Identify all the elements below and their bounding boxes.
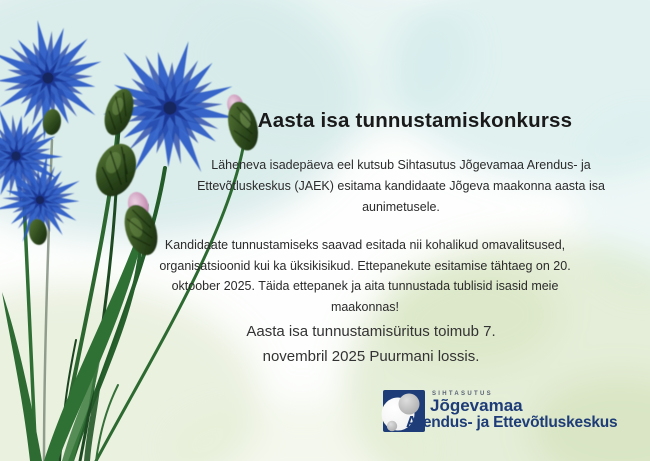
details-paragraph: [140, 235, 590, 317]
text-line: organisatsioonid kui ka üksikisikud. Ettepanekute esitamise tähtaeg on 20.: [159, 258, 571, 273]
logo-name-line2: Arendus- ja Ettevõtluskeskus: [406, 414, 618, 431]
text-line: maakonnas!: [330, 299, 400, 314]
text-line: Läheneva isadepäeva eel kutsub Sihtasutus Jõgevamaa Arendus- ja: [211, 158, 591, 172]
intro-paragraph: [181, 155, 621, 218]
text-line: oktoober 2025. Täida ettepanek ja aita tunnustada tublisid isasid meie: [171, 279, 559, 293]
text-line: novembril 2025 Puurmani lossis.: [262, 348, 480, 365]
text-line: Ettevõtluskeskus (JAEK) esitama kandidaate Jõgeva maakonna aasta isa: [197, 179, 605, 193]
text-line: Kandidaate tunnustamiseks saavad esitada nii kohalikud omavalitsused,: [164, 238, 566, 252]
event-paragraph: [235, 319, 507, 369]
page-title: Aasta isa tunnustamiskonkurss: [257, 108, 573, 132]
organization-logo: [380, 388, 648, 444]
logo-name-line1: Jõgevamaa: [430, 396, 523, 415]
logo-org-type: SIHTASUTUS: [432, 391, 493, 397]
text-line: aunimetusele.: [362, 200, 440, 214]
text-line: Aasta isa tunnustamisüritus toimub 7.: [246, 323, 496, 340]
